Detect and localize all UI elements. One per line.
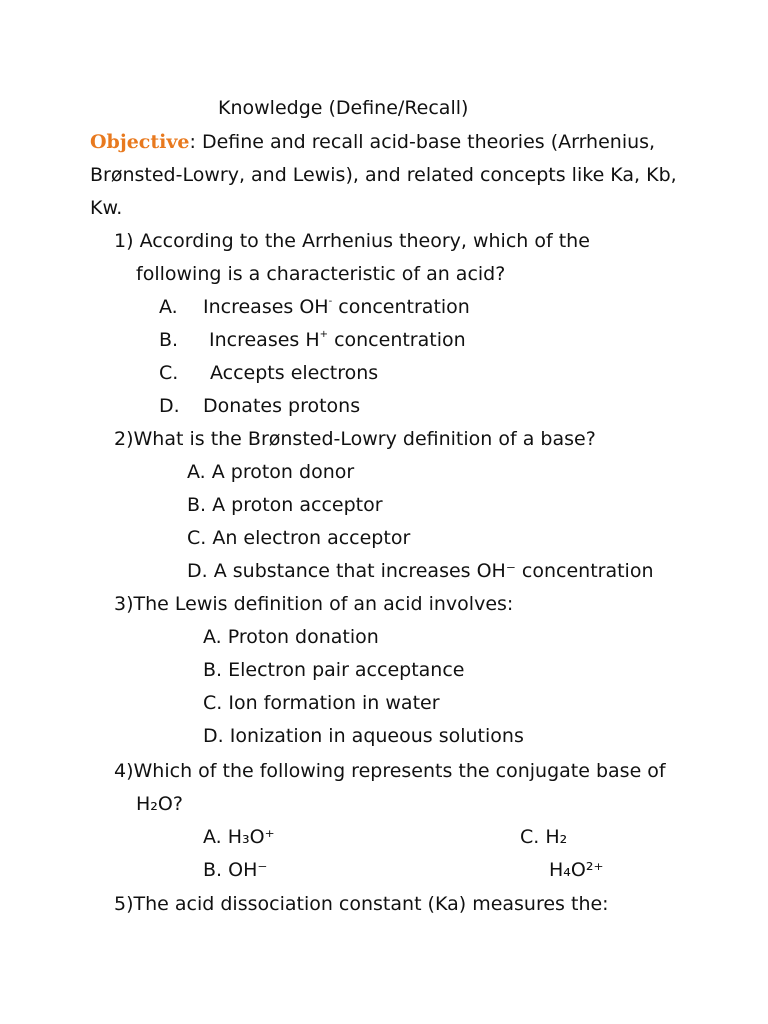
option-text: B. A proton acceptor xyxy=(187,494,383,516)
question-2-option-d xyxy=(187,559,654,583)
objective-line-1 xyxy=(90,130,655,154)
option-text: Increases OH xyxy=(203,296,329,318)
question-3-option-c xyxy=(203,691,440,715)
option-letter: C. xyxy=(159,362,179,384)
question-1-option-b xyxy=(159,328,178,352)
superscript-minus: - xyxy=(328,296,333,307)
question-1-option-d xyxy=(159,394,180,418)
question-4-number: 4) xyxy=(114,760,134,782)
question-5 xyxy=(114,892,609,916)
question-5-number: 5) xyxy=(114,893,134,915)
question-4-line-2 xyxy=(136,792,183,816)
question-2-text: What is the Brønsted-Lowry definition of a base? xyxy=(133,428,596,450)
question-4-text-line-1: Which of the following represents the conjugate base of xyxy=(133,760,666,782)
option-text: D. Ionization in aqueous solutions xyxy=(203,725,524,747)
question-4-option-a xyxy=(203,825,275,849)
question-3-option-a xyxy=(203,625,379,649)
question-2-option-a xyxy=(187,460,354,484)
question-1-option-b-text xyxy=(209,328,466,352)
objective-text-2: Brønsted-Lowry, and Lewis), and related concepts like Ka, Kb, xyxy=(90,164,677,186)
objective-line-2 xyxy=(90,163,677,187)
option-letter: B. xyxy=(159,329,179,351)
option-text: Increases H xyxy=(209,329,320,351)
question-3-number: 3) xyxy=(114,593,134,615)
option-text: D. A substance that increases OH⁻ concentration xyxy=(187,560,654,582)
objective-text-1: : Define and recall acid-base theories (Arrhenius, xyxy=(189,131,656,153)
question-5-text: The acid dissociation constant (Ka) measures the: xyxy=(133,893,609,915)
superscript-plus: + xyxy=(319,329,329,340)
question-4 xyxy=(114,759,666,783)
question-4-text-line-2: H₂O? xyxy=(136,793,183,815)
option-text-after: concentration xyxy=(328,329,466,351)
option-text: B. Electron pair acceptance xyxy=(203,659,465,681)
question-1-option-d-text xyxy=(203,394,360,418)
option-letter: A. xyxy=(159,296,178,318)
question-3 xyxy=(114,592,513,616)
question-1 xyxy=(114,229,590,253)
question-1-text-line-1: According to the Arrhenius theory, which of the xyxy=(139,230,590,252)
objective-label: Objective xyxy=(90,131,190,153)
option-text: H₄O²⁺ xyxy=(549,859,604,881)
option-text: Donates protons xyxy=(203,395,361,417)
option-text: A. Proton donation xyxy=(203,626,379,648)
question-1-text-line-2: following is a characteristic of an acid? xyxy=(136,263,506,285)
question-2-option-c xyxy=(187,526,410,550)
option-text: A. H₃O⁺ xyxy=(203,826,275,848)
option-text: B. OH⁻ xyxy=(203,859,268,881)
option-text: C. Ion formation in water xyxy=(203,692,440,714)
question-1-number: 1) xyxy=(114,230,134,252)
question-4-option-b xyxy=(203,858,267,882)
question-1-option-c-text xyxy=(210,361,378,385)
question-2-number: 2) xyxy=(114,428,134,450)
option-text: C. H₂ xyxy=(520,826,568,848)
option-text: Accepts electrons xyxy=(210,362,379,384)
question-4-option-c xyxy=(520,825,567,849)
question-1-option-a xyxy=(159,295,178,319)
question-2 xyxy=(114,427,596,451)
option-text: C. An electron acceptor xyxy=(187,527,411,549)
question-3-option-b xyxy=(203,658,464,682)
option-text-after: concentration xyxy=(332,296,470,318)
page-heading-text: Knowledge (Define/Recall) xyxy=(218,97,469,119)
page-heading xyxy=(218,96,468,120)
option-text: A. A proton donor xyxy=(187,461,355,483)
question-3-option-d xyxy=(203,724,524,748)
question-1-line-2 xyxy=(136,262,505,286)
objective-line-3 xyxy=(90,196,122,220)
objective-text-3: Kw. xyxy=(90,197,123,219)
option-letter: D. xyxy=(159,395,180,417)
question-3-text: The Lewis definition of an acid involves: xyxy=(133,593,514,615)
question-4-option-d xyxy=(549,858,604,882)
question-1-option-a-text xyxy=(203,295,470,319)
question-2-option-b xyxy=(187,493,383,517)
question-1-option-c xyxy=(159,361,178,385)
